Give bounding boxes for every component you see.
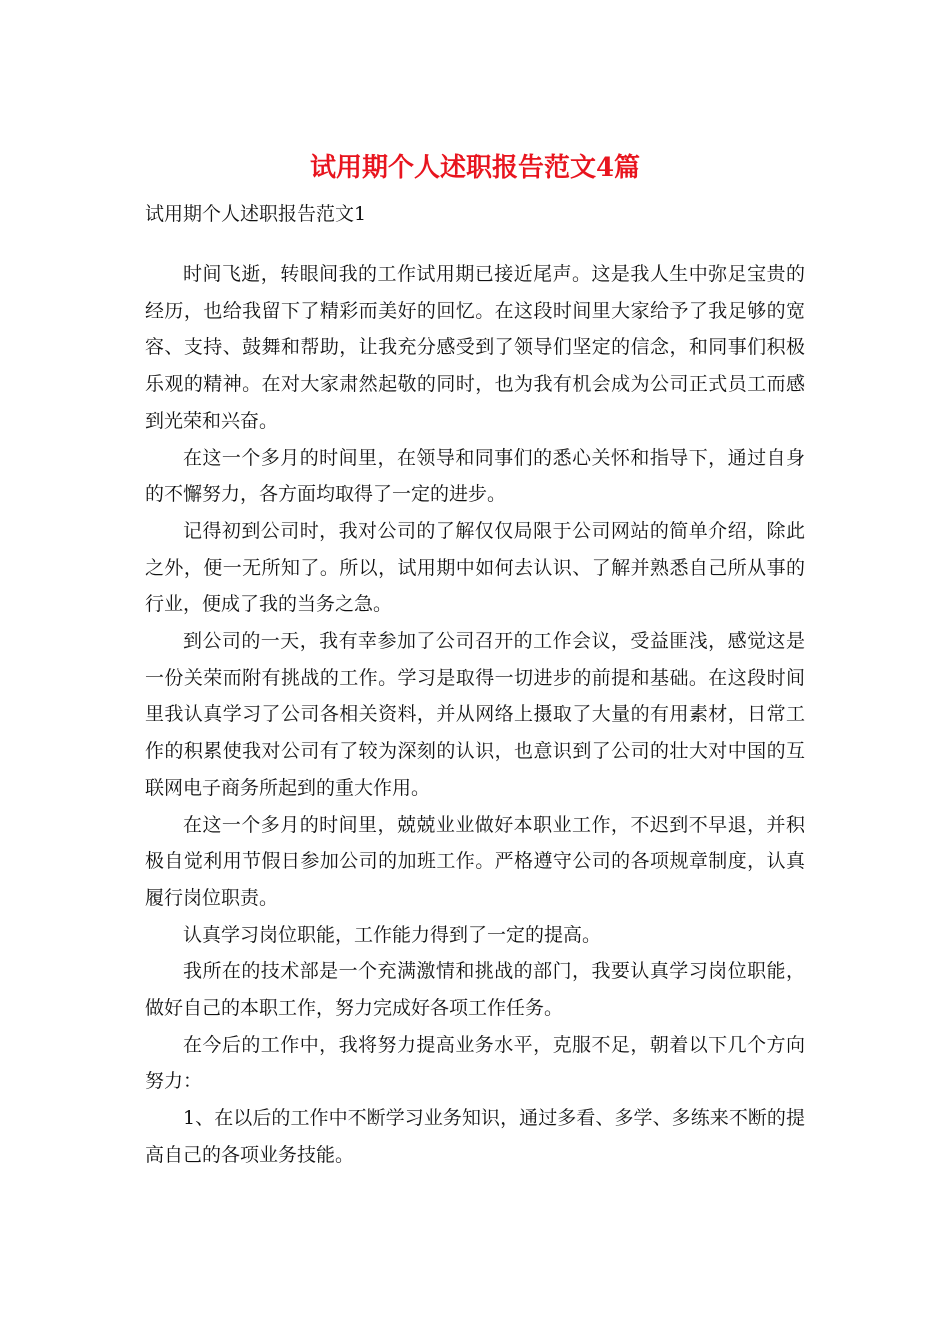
paragraph: 1、在以后的工作中不断学习业务知识，通过多看、多学、多练来不断的提高自己的各项业务技能。	[145, 1107, 805, 1166]
document-title: 试用期个人述职报告范文4篇	[309, 153, 641, 183]
document-body	[145, 256, 805, 1174]
paragraph: 到公司的一天，我有幸参加了公司召开的工作会议，受益匪浅，感觉这是一份关荣而附有挑战的工作。学习是取得一切进步的前提和基础。在这段时间里我认真学习了公司各相关资料，并从网络上摄取了大量的有用素材，日常工作的积累使我对公司有了较为深刻的认识，也意识到了公司的壮大对中国的互联网电子商务所起到的重大作用。	[145, 630, 805, 799]
paragraph: 在这一个多月的时间里，在领导和同事们的悉心关怀和指导下，通过自身的不懈努力，各方面均取得了一定的进步。	[145, 446, 805, 506]
paragraph: 我所在的技术部是一个充满激情和挑战的部门，我要认真学习岗位职能，做好自己的本职工作，努力完成好各项工作任务。	[145, 960, 805, 1020]
document-subtitle: 试用期个人述职报告范文1	[145, 203, 367, 225]
paragraph: 在这一个多月的时间里，兢兢业业做好本职业工作，不迟到不早退，并积极自觉利用节假日参加公司的加班工作。严格遵守公司的各项规章制度，认真履行岗位职责。	[145, 813, 805, 909]
paragraph: 时间飞逝，转眼间我的工作试用期已接近尾声。这是我人生中弥足宝贵的经历，也给我留下了精彩而美好的回忆。在这段时间里大家给予了我足够的宽容、支持、鼓舞和帮助，让我充分感受到了领导们坚定的信念，和同事们积极乐观的精神。在对大家肃然起敬的同时，也为我有机会成为公司正式员工而感到光荣和兴奋。	[145, 263, 805, 432]
paragraph: 记得初到公司时，我对公司的了解仅仅局限于公司网站的简单介绍，除此之外，便一无所知了。所以，试用期中如何去认识、了解并熟悉自己所从事的行业，便成了我的当务之急。	[145, 519, 805, 616]
paragraph: 认真学习岗位职能，工作能力得到了一定的提高。	[183, 923, 602, 946]
paragraph: 在今后的工作中，我将努力提高业务水平，克服不足，朝着以下几个方向努力：	[145, 1033, 805, 1093]
